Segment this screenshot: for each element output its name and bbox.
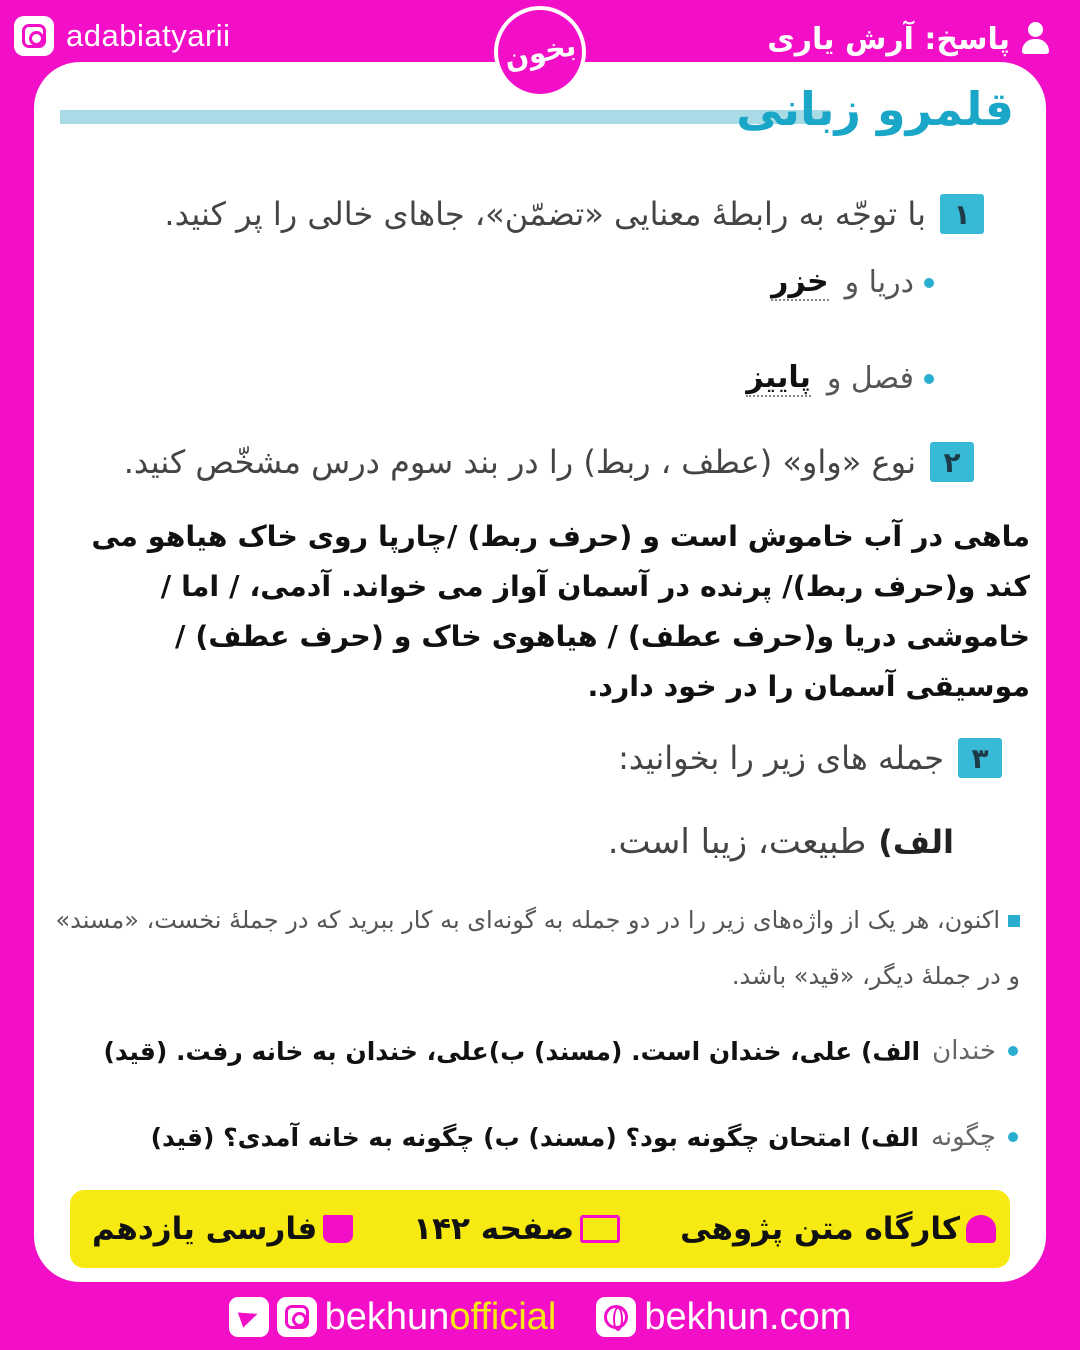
instagram-handle: adabiatyarii	[66, 18, 231, 53]
bottom-social-bar	[0, 1292, 1080, 1342]
answer-text: الف) امتحان چگونه بود؟ (مسند) ب) چگونه به خانه آمدی؟ (قید)	[150, 1122, 919, 1152]
footer-page	[413, 1211, 620, 1247]
question-text: جمله های زیر را بخوانید:	[618, 739, 944, 777]
question-number: ۲	[930, 442, 974, 482]
question-number: ۱	[940, 194, 984, 234]
graduation-cap-icon	[323, 1215, 353, 1243]
section-title: قلمرو زبانی	[736, 82, 1014, 136]
content-card	[34, 62, 1046, 1282]
answer-row	[151, 1122, 1018, 1152]
bullet-icon	[1008, 1132, 1018, 1142]
instruction	[54, 892, 1020, 1004]
instagram-handle-bar	[14, 14, 231, 58]
globe-icon[interactable]	[596, 1297, 636, 1337]
list-item	[746, 360, 934, 397]
example-label: الف)	[878, 823, 954, 861]
footer-info-box	[70, 1190, 1010, 1268]
social-handle[interactable]	[229, 1296, 557, 1339]
bullet-icon	[1008, 1046, 1018, 1056]
answer-word: خندان	[932, 1036, 996, 1066]
item-answer: پاییز	[746, 360, 811, 395]
brand-logo-text: بخون	[501, 28, 579, 76]
question-text: با توجّه به رابطهٔ معنایی «تضمّن»، جاهای خالی را پر کنید.	[164, 195, 926, 233]
answer-credit-text: پاسخ: آرش یاری	[767, 21, 1010, 57]
square-bullet-icon	[1008, 915, 1020, 927]
handle-part1: bekhun	[324, 1295, 450, 1338]
footer-workshop-text: کارگاه متن پژوهی	[680, 1211, 960, 1247]
answer-credit	[767, 16, 1050, 62]
item-prefix: فصل و	[826, 361, 914, 396]
footer-page-text: صفحه ۱۴۲	[413, 1211, 575, 1247]
bullet-icon	[924, 374, 934, 384]
list-item	[771, 264, 934, 301]
handle-part2: official	[449, 1295, 557, 1338]
book-icon	[580, 1215, 620, 1243]
instagram-icon[interactable]	[277, 1297, 317, 1337]
brand-logo	[494, 6, 586, 98]
example-sentence	[608, 822, 954, 862]
website-text[interactable]: bekhun.com	[644, 1295, 852, 1338]
item-prefix: دریا و	[844, 265, 914, 300]
instruction-text: اکنون، هر یک از واژه‌های زیر را در دو جمله به گونه‌ای به کار ببرید که در جملهٔ نخست، «مسند» و در جملهٔ دیگر، «قید» باشد.	[55, 906, 1020, 990]
answer-text: الف) علی، خندان است. (مسند) ب)علی، خندان به خانه رفت. (قید)	[103, 1036, 921, 1066]
question-2	[124, 442, 974, 482]
website-link[interactable]	[596, 1296, 851, 1339]
telegram-icon[interactable]	[229, 1297, 269, 1337]
question-text: نوع «واو» (عطف ، ربط) را در بند سوم درس مشخّص کنید.	[123, 443, 916, 481]
title-bar-decoration	[60, 110, 830, 124]
teacher-icon	[966, 1215, 996, 1243]
person-icon	[1020, 22, 1050, 56]
footer-workshop	[680, 1211, 996, 1247]
instagram-icon	[14, 16, 54, 56]
question-2-answer: ماهی در آب خاموش است و (حرف ربط) /چارپا روی خاک هیاهو می کند و(حرف ربط)/ پرنده در آسمان آواز می خواند. آدمی، / اما / خاموشی دریا و(حرف عطف) / هیاهوی خاک و (حرف عطف) / موسیقی آسمان را در خود دارد.	[91, 520, 1030, 703]
question-1	[164, 194, 984, 234]
item-answer: خزر	[771, 264, 829, 299]
answer-row	[103, 1036, 1018, 1066]
question-3	[618, 738, 1002, 778]
question-number: ۳	[958, 738, 1002, 778]
bullet-icon	[924, 278, 934, 288]
social-handle-text[interactable]	[325, 1296, 557, 1339]
example-text: طبیعت، زیبا است.	[607, 822, 867, 862]
footer-subject	[92, 1211, 353, 1247]
answer-word: چگونه	[930, 1122, 996, 1152]
footer-subject-text: فارسی یازدهم	[92, 1211, 318, 1247]
